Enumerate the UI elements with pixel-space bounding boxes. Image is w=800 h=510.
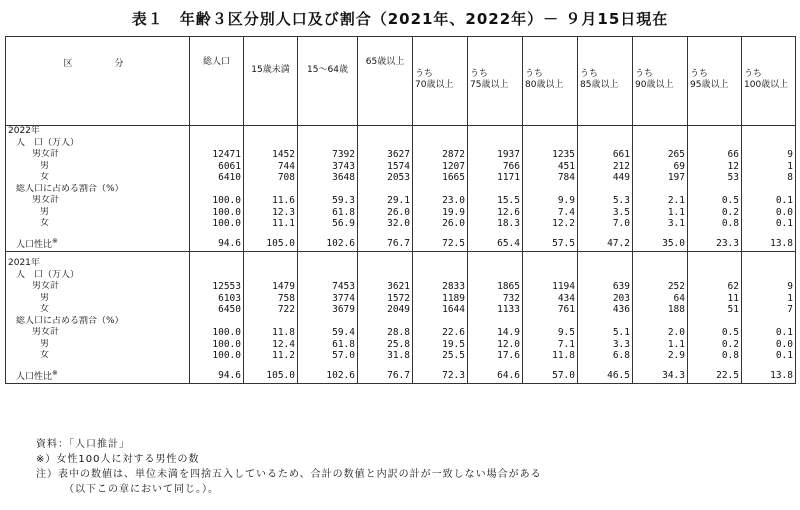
ratio-row bbox=[6, 195, 796, 207]
table-cell: 188 bbox=[633, 304, 688, 316]
table-cell: 2.9 bbox=[633, 350, 688, 362]
header-kubun: 区 分 bbox=[6, 37, 190, 126]
table-cell: 0.0 bbox=[742, 339, 796, 351]
pop-row bbox=[6, 304, 796, 316]
sex-ratio-row bbox=[6, 236, 796, 252]
table-cell: 57.5 bbox=[523, 236, 578, 252]
empty-cell bbox=[742, 270, 796, 282]
empty-cell bbox=[358, 270, 413, 282]
table-cell: 25.5 bbox=[413, 350, 468, 362]
table-cell: 12553 bbox=[190, 281, 244, 293]
empty-cell bbox=[298, 258, 358, 270]
table-cell: 23.0 bbox=[413, 195, 468, 207]
table-cell: 94.6 bbox=[190, 368, 244, 384]
table-cell: 14.9 bbox=[468, 327, 523, 339]
empty-cell bbox=[190, 184, 244, 196]
table-cell: 100.0 bbox=[190, 195, 244, 207]
empty-cell bbox=[358, 184, 413, 196]
table-cell: 105.0 bbox=[244, 368, 298, 384]
table-cell: 1 bbox=[742, 161, 796, 173]
table-cell: 9.5 bbox=[523, 327, 578, 339]
header-70-plus: うち 70歳以上 bbox=[413, 37, 468, 126]
table-cell: 100.0 bbox=[190, 339, 244, 351]
table-cell: 15.5 bbox=[468, 195, 523, 207]
table-cell: 766 bbox=[468, 161, 523, 173]
header-95-plus: うち 95歳以上 bbox=[688, 37, 742, 126]
table-cell: 57.0 bbox=[523, 368, 578, 384]
table-cell: 3.3 bbox=[578, 339, 633, 351]
row-label bbox=[6, 149, 190, 161]
table-cell: 12.2 bbox=[523, 218, 578, 230]
empty-cell bbox=[742, 316, 796, 328]
empty-cell bbox=[298, 126, 358, 138]
table-cell: 2.1 bbox=[633, 195, 688, 207]
header-under-15: 15歳未満 bbox=[244, 37, 298, 126]
table-cell: 22.6 bbox=[413, 327, 468, 339]
table-cell: 64.6 bbox=[468, 368, 523, 384]
row-label bbox=[6, 327, 190, 339]
table-cell: 102.6 bbox=[298, 368, 358, 384]
table-cell: 1.1 bbox=[633, 339, 688, 351]
table-cell: 3679 bbox=[298, 304, 358, 316]
table-cell: 25.8 bbox=[358, 339, 413, 351]
table-cell: 51 bbox=[688, 304, 742, 316]
table-cell: 0.1 bbox=[742, 195, 796, 207]
table-cell: 56.9 bbox=[298, 218, 358, 230]
table-cell: 7453 bbox=[298, 281, 358, 293]
table-cell: 65.4 bbox=[468, 236, 523, 252]
note-sex-ratio: ※）女性100人に対する男性の数 bbox=[36, 454, 200, 465]
empty-cell bbox=[358, 138, 413, 150]
sex-ratio-row bbox=[6, 368, 796, 384]
empty-cell bbox=[358, 316, 413, 328]
table-cell: 94.6 bbox=[190, 236, 244, 252]
row-label bbox=[6, 172, 190, 184]
table-cell: 59.3 bbox=[298, 195, 358, 207]
table-cell: 3648 bbox=[298, 172, 358, 184]
table-cell: 5.1 bbox=[578, 327, 633, 339]
table-cell: 1644 bbox=[413, 304, 468, 316]
ratio-header-row bbox=[6, 184, 796, 196]
table-cell: 34.3 bbox=[633, 368, 688, 384]
row-label bbox=[6, 368, 190, 384]
table-cell: 69 bbox=[633, 161, 688, 173]
table-cell: 6.8 bbox=[578, 350, 633, 362]
table-cell: 1194 bbox=[523, 281, 578, 293]
table-cell: 31.8 bbox=[358, 350, 413, 362]
table-cell: 1235 bbox=[523, 149, 578, 161]
row-label bbox=[6, 304, 190, 316]
empty-cell bbox=[244, 316, 298, 328]
table-cell: 19.5 bbox=[413, 339, 468, 351]
table-cell: 2872 bbox=[413, 149, 468, 161]
header-row bbox=[6, 37, 796, 126]
table-cell: 100.0 bbox=[190, 350, 244, 362]
empty-cell bbox=[244, 138, 298, 150]
empty-cell bbox=[190, 316, 244, 328]
table-cell: 12.4 bbox=[244, 339, 298, 351]
table-cell: 35.0 bbox=[633, 236, 688, 252]
empty-cell bbox=[413, 138, 468, 150]
empty-cell bbox=[578, 138, 633, 150]
empty-cell bbox=[190, 258, 244, 270]
row-label: 総人口に占める割合（%） bbox=[6, 316, 190, 328]
empty-cell bbox=[190, 270, 244, 282]
empty-cell bbox=[190, 126, 244, 138]
table-cell: 5.3 bbox=[578, 195, 633, 207]
table-cell: 11.6 bbox=[244, 195, 298, 207]
header-85-plus: うち 85歳以上 bbox=[578, 37, 633, 126]
empty-cell bbox=[742, 126, 796, 138]
row-label-text: 男 bbox=[40, 292, 50, 303]
table-cell: 784 bbox=[523, 172, 578, 184]
empty-cell bbox=[633, 184, 688, 196]
table-cell: 105.0 bbox=[244, 236, 298, 252]
table-cell: 0.8 bbox=[688, 218, 742, 230]
table-cell: 19.9 bbox=[413, 207, 468, 219]
table-cell: 100.0 bbox=[190, 218, 244, 230]
table-cell: 66 bbox=[688, 149, 742, 161]
empty-cell bbox=[578, 258, 633, 270]
note-rounding-cont: （以下この章において同じ。）。 bbox=[64, 484, 219, 495]
empty-cell bbox=[244, 126, 298, 138]
empty-cell bbox=[468, 138, 523, 150]
table-cell: 639 bbox=[578, 281, 633, 293]
empty-cell bbox=[468, 126, 523, 138]
table-cell: 59.4 bbox=[298, 327, 358, 339]
empty-cell bbox=[633, 126, 688, 138]
table-cell: 252 bbox=[633, 281, 688, 293]
table-cell: 758 bbox=[244, 293, 298, 305]
row-label-text: 男女計 bbox=[32, 281, 60, 291]
note-mark: ※ bbox=[52, 236, 58, 245]
empty-cell bbox=[578, 184, 633, 196]
row-label-text: 女 bbox=[40, 172, 50, 182]
row-label: 人 口（万人） bbox=[6, 270, 190, 282]
row-label: 2022年 bbox=[6, 126, 190, 138]
empty-cell bbox=[633, 270, 688, 282]
table-cell: 0.1 bbox=[742, 350, 796, 362]
table-cell: 3.1 bbox=[633, 218, 688, 230]
table-cell: 3743 bbox=[298, 161, 358, 173]
table-cell: 197 bbox=[633, 172, 688, 184]
empty-cell bbox=[298, 270, 358, 282]
table-cell: 64 bbox=[633, 293, 688, 305]
header-15-64: 15～64歳 bbox=[298, 37, 358, 126]
table-cell: 1665 bbox=[413, 172, 468, 184]
table-cell: 1574 bbox=[358, 161, 413, 173]
empty-cell bbox=[523, 316, 578, 328]
empty-cell bbox=[633, 316, 688, 328]
row-label-text: 人口性比 bbox=[16, 239, 53, 250]
table-cell: 9 bbox=[742, 149, 796, 161]
empty-cell bbox=[413, 316, 468, 328]
header-total: 総人口 bbox=[190, 37, 244, 126]
table-cell: 11 bbox=[688, 293, 742, 305]
note-mark: ※ bbox=[52, 368, 58, 377]
year-row bbox=[6, 126, 796, 138]
table-cell: 11.1 bbox=[244, 218, 298, 230]
table-cell: 661 bbox=[578, 149, 633, 161]
row-label bbox=[6, 207, 190, 219]
table-cell: 1.1 bbox=[633, 207, 688, 219]
header-65-plus: 65歳以上 bbox=[358, 37, 413, 126]
header-80-plus: うち 80歳以上 bbox=[523, 37, 578, 126]
empty-cell bbox=[688, 258, 742, 270]
empty-cell bbox=[468, 270, 523, 282]
empty-cell bbox=[358, 126, 413, 138]
table-cell: 26.0 bbox=[413, 218, 468, 230]
table-cell: 1133 bbox=[468, 304, 523, 316]
row-label bbox=[6, 293, 190, 305]
table-cell: 7 bbox=[742, 304, 796, 316]
empty-cell bbox=[244, 184, 298, 196]
empty-cell bbox=[523, 126, 578, 138]
table-cell: 2053 bbox=[358, 172, 413, 184]
header-90-plus: うち 90歳以上 bbox=[633, 37, 688, 126]
row-label bbox=[6, 236, 190, 252]
table-cell: 0.2 bbox=[688, 207, 742, 219]
table-cell: 212 bbox=[578, 161, 633, 173]
table-cell: 72.3 bbox=[413, 368, 468, 384]
table-cell: 0.1 bbox=[742, 218, 796, 230]
table-cell: 722 bbox=[244, 304, 298, 316]
row-label-text: 女 bbox=[40, 218, 50, 228]
empty-cell bbox=[358, 258, 413, 270]
table-cell: 23.3 bbox=[688, 236, 742, 252]
table-cell: 3621 bbox=[358, 281, 413, 293]
empty-cell bbox=[688, 184, 742, 196]
empty-cell bbox=[688, 138, 742, 150]
table-cell: 6103 bbox=[190, 293, 244, 305]
table-cell: 29.1 bbox=[358, 195, 413, 207]
table-cell: 1452 bbox=[244, 149, 298, 161]
pop-header-row bbox=[6, 270, 796, 282]
row-label bbox=[6, 161, 190, 173]
table-body bbox=[6, 126, 796, 384]
table-cell: 100.0 bbox=[190, 207, 244, 219]
ratio-row bbox=[6, 218, 796, 230]
table-cell: 0.5 bbox=[688, 195, 742, 207]
empty-cell bbox=[468, 184, 523, 196]
table-cell: 8 bbox=[742, 172, 796, 184]
table-cell: 0.2 bbox=[688, 339, 742, 351]
table-cell: 12.6 bbox=[468, 207, 523, 219]
empty-cell bbox=[298, 316, 358, 328]
table-cell: 7.0 bbox=[578, 218, 633, 230]
empty-cell bbox=[633, 258, 688, 270]
table-cell: 12 bbox=[688, 161, 742, 173]
table-cell: 1572 bbox=[358, 293, 413, 305]
table-cell: 76.7 bbox=[358, 368, 413, 384]
empty-cell bbox=[523, 270, 578, 282]
table-cell: 9 bbox=[742, 281, 796, 293]
row-label-text: 男女計 bbox=[32, 327, 60, 337]
table-cell: 3627 bbox=[358, 149, 413, 161]
empty-cell bbox=[523, 184, 578, 196]
table-cell: 436 bbox=[578, 304, 633, 316]
table-cell: 6410 bbox=[190, 172, 244, 184]
notes bbox=[36, 437, 542, 497]
note-rounding: 注）表中の数値は、単位未満を四捨五入しているため、合計の数値と内訳の計が一致しない場合がある bbox=[36, 469, 542, 480]
empty-cell bbox=[468, 258, 523, 270]
row-label bbox=[6, 350, 190, 362]
table-cell: 1937 bbox=[468, 149, 523, 161]
table-cell: 6450 bbox=[190, 304, 244, 316]
table-cell: 1189 bbox=[413, 293, 468, 305]
table-cell: 2049 bbox=[358, 304, 413, 316]
table-cell: 1171 bbox=[468, 172, 523, 184]
table-cell: 1479 bbox=[244, 281, 298, 293]
row-label-text: 男女計 bbox=[32, 195, 60, 205]
table-cell: 0.0 bbox=[742, 207, 796, 219]
pop-row bbox=[6, 281, 796, 293]
table-cell: 72.5 bbox=[413, 236, 468, 252]
table-cell: 28.8 bbox=[358, 327, 413, 339]
table-cell: 102.6 bbox=[298, 236, 358, 252]
row-label bbox=[6, 195, 190, 207]
row-label: 総人口に占める割合（%） bbox=[6, 184, 190, 196]
row-label-text: 女 bbox=[40, 350, 50, 360]
row-label-text: 男 bbox=[40, 160, 50, 171]
table-cell: 2.0 bbox=[633, 327, 688, 339]
table-cell: 76.7 bbox=[358, 236, 413, 252]
row-label-text: 人口性比 bbox=[16, 371, 53, 382]
header-100-plus: うち 100歳以上 bbox=[742, 37, 796, 126]
table-cell: 57.0 bbox=[298, 350, 358, 362]
empty-cell bbox=[742, 258, 796, 270]
table-cell: 0.5 bbox=[688, 327, 742, 339]
table-cell: 7.4 bbox=[523, 207, 578, 219]
pop-header-row bbox=[6, 138, 796, 150]
table-cell: 22.5 bbox=[688, 368, 742, 384]
table-cell: 11.2 bbox=[244, 350, 298, 362]
pop-row bbox=[6, 172, 796, 184]
table-cell: 32.0 bbox=[358, 218, 413, 230]
table-cell: 17.6 bbox=[468, 350, 523, 362]
row-label-text: 男 bbox=[40, 338, 50, 349]
row-label-text: 男 bbox=[40, 206, 50, 217]
empty-cell bbox=[468, 316, 523, 328]
table-cell: 9.9 bbox=[523, 195, 578, 207]
table-cell: 7392 bbox=[298, 149, 358, 161]
table-cell: 732 bbox=[468, 293, 523, 305]
pop-row bbox=[6, 149, 796, 161]
row-label: 2021年 bbox=[6, 258, 190, 270]
ratio-row bbox=[6, 339, 796, 351]
empty-cell bbox=[298, 138, 358, 150]
table-cell: 13.8 bbox=[742, 368, 796, 384]
table-cell: 3.5 bbox=[578, 207, 633, 219]
table-cell: 13.8 bbox=[742, 236, 796, 252]
empty-cell bbox=[413, 258, 468, 270]
table-cell: 12471 bbox=[190, 149, 244, 161]
note-source: 資料：「人口推計」 bbox=[36, 439, 130, 450]
population-table bbox=[5, 36, 796, 384]
empty-cell bbox=[413, 126, 468, 138]
table-cell: 1207 bbox=[413, 161, 468, 173]
table-cell: 1 bbox=[742, 293, 796, 305]
table-cell: 451 bbox=[523, 161, 578, 173]
empty-cell bbox=[578, 126, 633, 138]
empty-cell bbox=[190, 138, 244, 150]
table-cell: 3774 bbox=[298, 293, 358, 305]
table-cell: 265 bbox=[633, 149, 688, 161]
row-label bbox=[6, 339, 190, 351]
table-cell: 61.8 bbox=[298, 339, 358, 351]
table-cell: 61.8 bbox=[298, 207, 358, 219]
table-cell: 12.0 bbox=[468, 339, 523, 351]
empty-cell bbox=[633, 138, 688, 150]
table-cell: 434 bbox=[523, 293, 578, 305]
table-cell: 6061 bbox=[190, 161, 244, 173]
ratio-row bbox=[6, 207, 796, 219]
table-cell: 26.0 bbox=[358, 207, 413, 219]
header-75-plus: うち 75歳以上 bbox=[468, 37, 523, 126]
empty-cell bbox=[742, 138, 796, 150]
table-cell: 761 bbox=[523, 304, 578, 316]
empty-cell bbox=[244, 258, 298, 270]
table-cell: 0.1 bbox=[742, 327, 796, 339]
table-cell: 744 bbox=[244, 161, 298, 173]
empty-cell bbox=[413, 270, 468, 282]
table-cell: 449 bbox=[578, 172, 633, 184]
table-cell: 100.0 bbox=[190, 327, 244, 339]
row-label-text: 女 bbox=[40, 304, 50, 314]
empty-cell bbox=[688, 270, 742, 282]
table-cell: 11.8 bbox=[244, 327, 298, 339]
table-cell: 203 bbox=[578, 293, 633, 305]
table-cell: 11.8 bbox=[523, 350, 578, 362]
table-cell: 53 bbox=[688, 172, 742, 184]
table-cell: 12.3 bbox=[244, 207, 298, 219]
row-label bbox=[6, 218, 190, 230]
empty-cell bbox=[413, 184, 468, 196]
table-cell: 18.3 bbox=[468, 218, 523, 230]
table-cell: 47.2 bbox=[578, 236, 633, 252]
row-label-text: 男女計 bbox=[32, 149, 60, 159]
row-label bbox=[6, 281, 190, 293]
empty-cell bbox=[244, 270, 298, 282]
empty-cell bbox=[523, 138, 578, 150]
ratio-header-row bbox=[6, 316, 796, 328]
empty-cell bbox=[298, 184, 358, 196]
table-cell: 708 bbox=[244, 172, 298, 184]
empty-cell bbox=[688, 126, 742, 138]
row-label: 人 口（万人） bbox=[6, 138, 190, 150]
empty-cell bbox=[688, 316, 742, 328]
year-row bbox=[6, 258, 796, 270]
pop-row bbox=[6, 293, 796, 305]
empty-cell bbox=[742, 184, 796, 196]
empty-cell bbox=[578, 270, 633, 282]
table-cell: 2833 bbox=[413, 281, 468, 293]
ratio-row bbox=[6, 350, 796, 362]
ratio-row bbox=[6, 327, 796, 339]
empty-cell bbox=[578, 316, 633, 328]
table-cell: 62 bbox=[688, 281, 742, 293]
empty-cell bbox=[523, 258, 578, 270]
table-cell: 46.5 bbox=[578, 368, 633, 384]
page-title: 表１ 年齢３区分別人口及び割合（2021年、2022年）－ ９月15日現在 bbox=[131, 10, 669, 28]
table-cell: 7.1 bbox=[523, 339, 578, 351]
table-cell: 0.8 bbox=[688, 350, 742, 362]
pop-row bbox=[6, 161, 796, 173]
table-cell: 1865 bbox=[468, 281, 523, 293]
